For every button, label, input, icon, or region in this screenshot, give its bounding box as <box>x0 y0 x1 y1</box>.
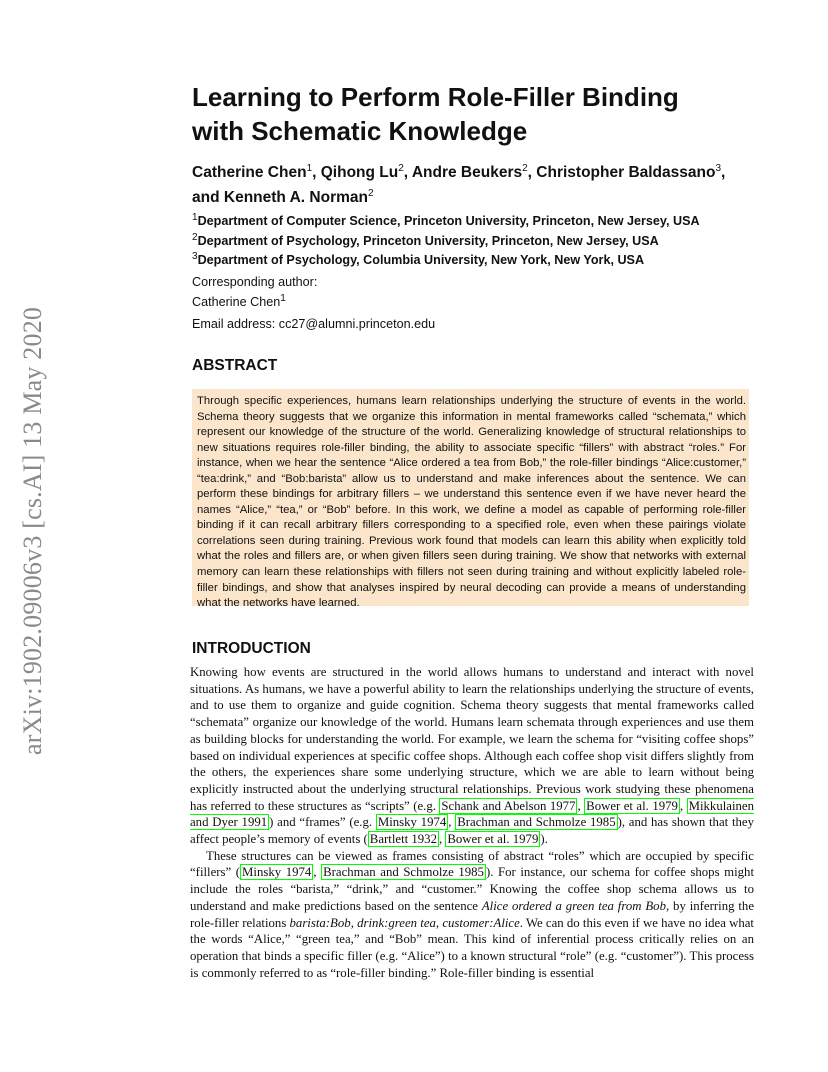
citation-link[interactable]: Brachman and Schmolze 1985 <box>457 815 616 830</box>
paragraph-text: , <box>577 798 585 813</box>
title-line-2: with Schematic Knowledge <box>192 116 528 146</box>
abstract-box <box>192 389 749 610</box>
paper-title <box>192 80 752 148</box>
citation-link[interactable]: Minsky 1974 <box>377 815 447 830</box>
affiliations <box>192 210 772 269</box>
paragraph-text: ). <box>540 832 548 847</box>
intro-paragraph-1 <box>190 664 754 848</box>
paragraph-text: These structures can be viewed as frames consisting of abstract “roles” which are occupied by specific “fillers” ( <box>190 848 754 880</box>
corresponding-label: Corresponding author: <box>192 275 318 289</box>
paragraph-text: , <box>448 815 456 830</box>
intro-paragraph-2 <box>190 848 754 982</box>
paragraph-text: Knowing how events are structured in the world allows humans to understand and interact with novel situations. As humans, we have a powerful ability to learn the relationships underlying the structure of events, and to use them to organize and guide cognition. Schema theory suggests that mental frameworks called “schemata” organize our knowledge of the world. Humans learn schemata through experiences and use them as building blocks for understanding the world. For example, we learn the schema for “visiting coffee shops” based on individual experiences at specific coffee shops. Although each coffee shop visit differs slightly from the others, the experiences share some underlying structure, which we are able to learn without being explicitly instructed about the underlying structural relationships. Previous work studying these phenomena has referred to these structures as “scripts” (e.g. <box>190 665 754 813</box>
italic-text: customer:Alice <box>442 915 520 930</box>
paragraph-text: , <box>679 798 687 813</box>
italic-text: drink:green tea <box>357 915 436 930</box>
corresponding-author <box>192 274 317 310</box>
affiliation: $^2$Department of Psychology, Princeton University, Princeton, New Jersey, USA <box>192 231 659 248</box>
citation-link[interactable]: Minsky 1974 <box>242 865 312 880</box>
corresponding-name: Catherine Chen$^1$ <box>192 292 286 309</box>
citation-link[interactable]: Mikkulainen and Dyer 1991 <box>190 798 754 830</box>
abstract-text: Through specific experiences, humans learn relationships underlying the structure of events in the world. Schema theory suggests that we organize this information in mental frameworks called “schemata,” which represent our knowledge of the structure of the world. Generalizing knowledge of structural relationships to new situations requires role-filler binding, the ability to associate specific “fillers” with abstract “roles.” For instance, when we hear the sentence “Alice ordered a tea from Bob,” the role-filler bindings “Alice:customer,” “tea:drink,” and “Bob:barista” allow us to understand and make inferences about the sentence. We can perform these bindings for arbitrary fillers – we understand this sentence even if we have never heard the names “Alice,” “tea,” or “Bob” before. In this work, we define a model as capable of performing role-filler binding if it can recall arbitrary fillers corresponding to a specified role, even when these pairings violate correlations seen during training. Previous work found that models can learn this ability when explicitly told what the roles and fillers are, or when given fillers seen during training. We show that networks with external memory can learn these relationships with fillers not seen during training and without explicitly labeled role-filler bindings, and show that analyses inspired by neural decoding can provide a means of understanding what the networks have learned. <box>197 395 746 610</box>
author-last: and Kenneth A. Norman$^2$ <box>192 188 374 207</box>
affiliation: $^1$Department of Computer Science, Princeton University, Princeton, New Jersey, USA <box>192 212 700 229</box>
author-list <box>192 158 762 208</box>
italic-text: barista:Bob <box>289 915 351 930</box>
arxiv-margin-stamp: arXiv:1902.09006v3 [cs.AI] 13 May 2020 <box>18 306 47 755</box>
paragraph-text: ), and has shown that they affect people’s memory of events ( <box>190 815 754 847</box>
email-address: Email address: cc27@alumni.princeton.edu <box>192 317 436 331</box>
paragraph-text: , <box>438 832 446 847</box>
paragraph-text: , <box>350 915 358 930</box>
paragraph-text: , <box>435 915 443 930</box>
introduction-body <box>190 664 754 981</box>
paragraph-text: ) and “frames” (e.g. <box>269 815 376 830</box>
citation-link[interactable]: Bower et al. 1979 <box>447 832 539 847</box>
paragraph-text: ). For instance, our schema for coffee shops might include the roles “barista,” “drink,” and “customer.” Knowing the coffee shop schema allows us to understand and make predictions based on the sentence <box>190 865 755 913</box>
italic-text: Alice ordered a green tea from Bob <box>481 898 666 913</box>
author: Christopher Baldassano$^3$, <box>536 163 726 182</box>
paragraph-text: . We can do this even if we have no idea what the words “Alice,” “green tea,” and “Bob” mean. This kind of inferential process critically relies on an operation that binds a specific filler (e.g. “Alice”) to a known structural “role” (e.g. “customer”). This process is commonly referred to as “role-filler binding.” Role-filler binding is essential <box>190 915 754 980</box>
author: Catherine Chen$^1$, <box>192 163 321 182</box>
introduction-heading: INTRODUCTION <box>192 640 311 657</box>
author: Andre Beukers$^2$, <box>411 163 537 182</box>
title-line-1: Learning to Perform Role-Filler Binding <box>192 82 679 112</box>
affiliation: $^3$Department of Psychology, Columbia University, New York, New York, USA <box>192 251 645 268</box>
citation-link[interactable]: Schank and Abelson 1977 <box>441 798 576 813</box>
abstract-heading: ABSTRACT <box>192 357 278 374</box>
author: Qihong Lu$^2$, <box>320 163 412 182</box>
citation-link[interactable]: Brachman and Schmolze 1985 <box>323 865 484 880</box>
paragraph-text: , <box>313 865 322 880</box>
citation-link[interactable]: Bartlett 1932 <box>369 832 437 847</box>
citation-link[interactable]: Bower et al. 1979 <box>586 798 678 813</box>
paragraph-text: , by inferring the role-filler relations <box>190 898 754 930</box>
